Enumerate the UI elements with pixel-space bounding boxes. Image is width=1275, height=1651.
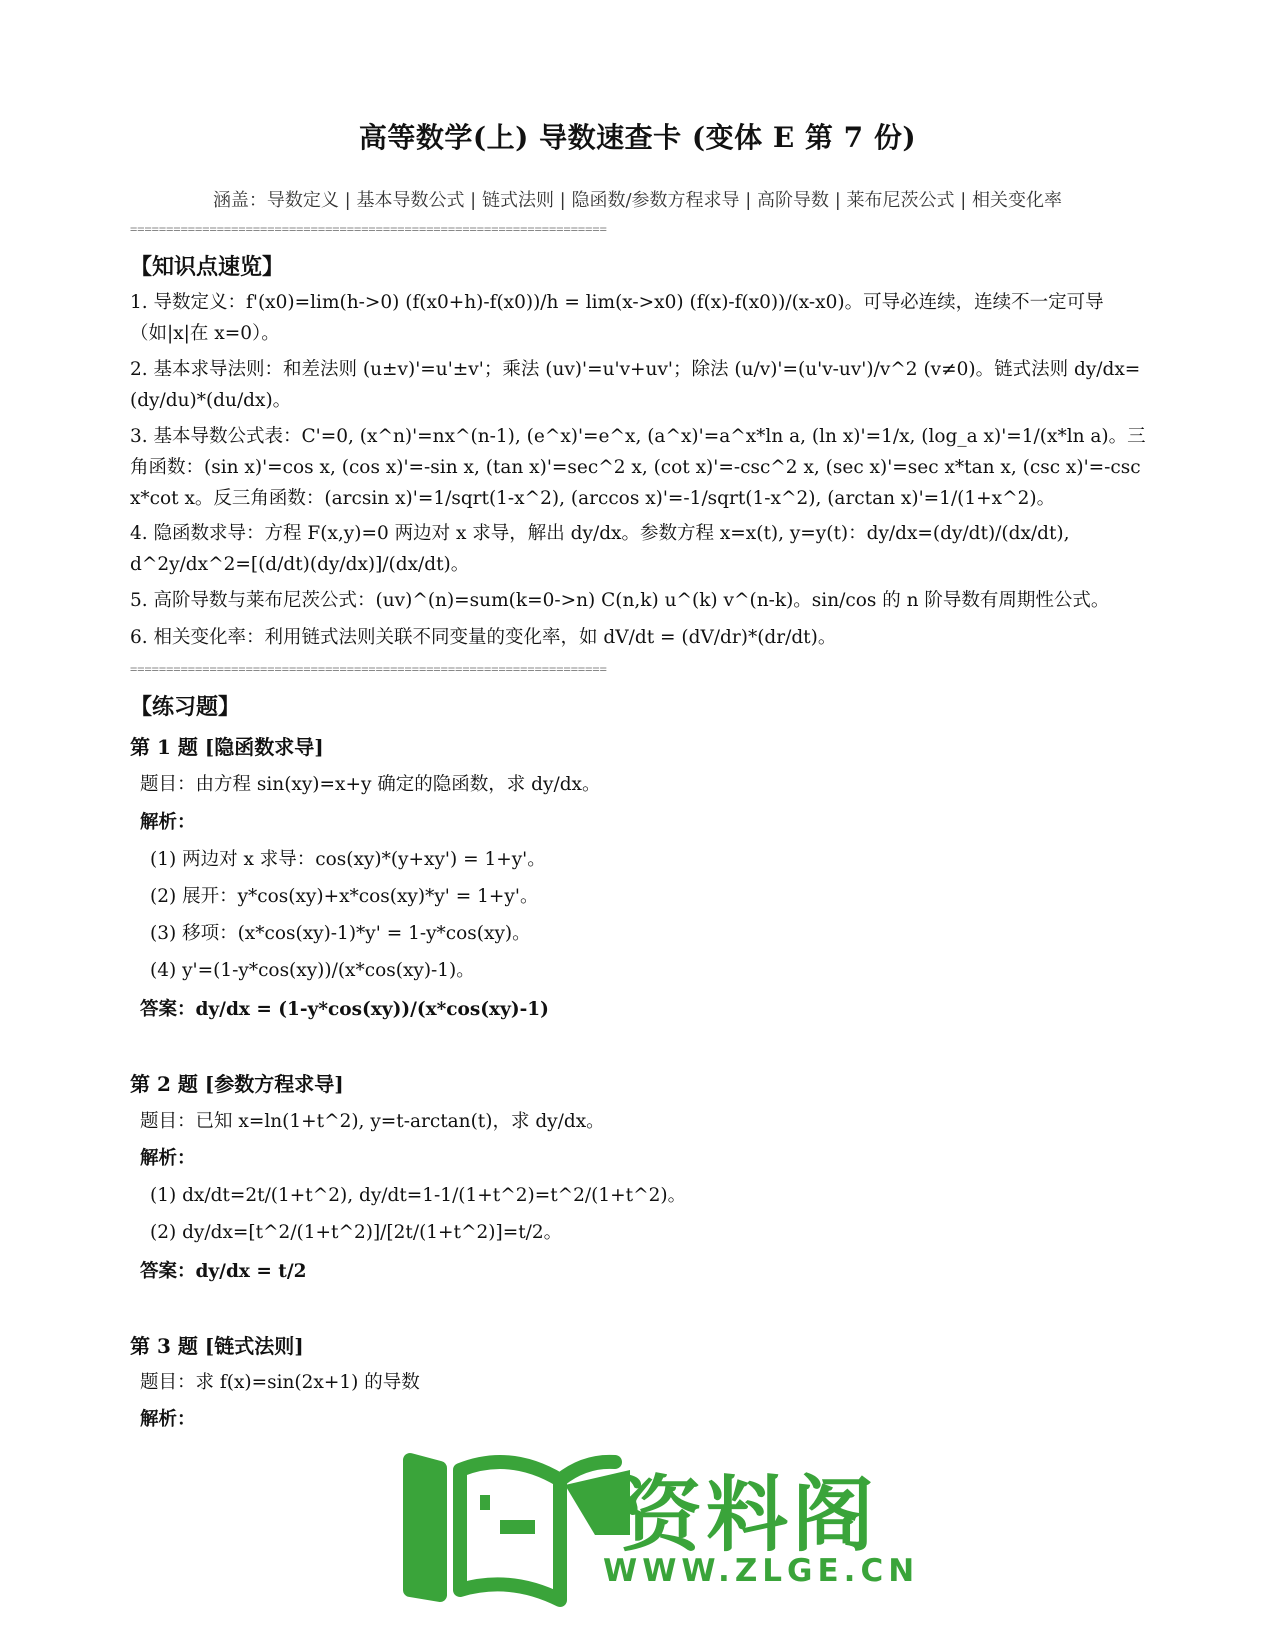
knowledge-item-1: 1. 导数定义：f'(x0)=lim(h->0) (f(x0+h)-f(x0))/h = lim(x->x0) (f(x)-f(x0))/(x-x0)。可导必连续，连续不一定可导（如|x|在 x=0）。 xyxy=(130,292,1104,344)
knowledge-heading: 【知识点速览】 xyxy=(130,254,285,280)
question-1-step-3: (3) 移项：(x*cos(xy)-1)*y' = 1-y*cos(xy)。 xyxy=(150,923,531,944)
knowledge-item-3: 3. 基本导数公式表：C'=0, (x^n)'=nx^(n-1), (e^x)'=e^x, (a^x)'=a^x*ln a, (ln x)'=1/x, (log_a x)'=1/(x*ln a)。三角函数：(sin x)'=cos x, (cos x)'=-sin x, (tan x)'=sec^2 x, (cot x)'=-csc^2 x, (sec x)'=sec x*tan x, (csc x)'=-csc x*cot x。反三角函数：(arcsin x)'=1/sqrt(1-x^2), (arccos x)'=-1/sqrt(1-x^2), (arctan x)'=1/(1+x^2)。 xyxy=(130,426,1146,509)
analysis-label: 解析： xyxy=(140,1148,196,1169)
question-1-step-2: (2) 展开：y*cos(xy)+x*cos(xy)*y' = 1+y'。 xyxy=(150,886,539,907)
watermark-brand: 资料阁 xyxy=(620,1468,879,1563)
question-1-text: 题目：由方程 sin(xy)=x+y 确定的隐函数，求 dy/dx。 xyxy=(140,774,601,795)
page-subtitle: 涵盖：导数定义 | 基本导数公式 | 链式法则 | 隐函数/参数方程求导 | 高阶导数 | 莱布尼茨公式 | 相关变化率 xyxy=(212,190,1063,211)
question-2-step-1: (1) dx/dt=2t/(1+t^2), dy/dt=1-1/(1+t^2)=t^2/(1+t^2)。 xyxy=(150,1185,687,1206)
question-2-title: 第 2 题 [参数方程求导] xyxy=(130,1072,344,1096)
question-1-title: 第 1 题 [隐函数求导] xyxy=(130,735,324,759)
separator-line: ================================================================== xyxy=(130,222,607,236)
page-title: 高等数学(上) 导数速查卡 (变体 E 第 7 份) xyxy=(358,121,917,154)
question-2-answer: 答案：dy/dx = t/2 xyxy=(140,1261,307,1282)
knowledge-item-5: 5. 高阶导数与莱布尼茨公式：(uv)^(n)=sum(k=0->n) C(n,k) u^(k) v^(n-k)。sin/cos 的 n 阶导数有周期性公式。 xyxy=(130,590,1110,611)
question-1-answer: 答案：dy/dx = (1-y*cos(xy))/(x*cos(xy)-1) xyxy=(140,999,549,1020)
question-1-step-4: (4) y'=(1-y*cos(xy))/(x*cos(xy)-1)。 xyxy=(150,960,475,981)
analysis-label: 解析： xyxy=(140,1409,196,1430)
question-1-step-1: (1) 两边对 x 求导：cos(xy)*(y+xy') = 1+y'。 xyxy=(150,849,546,870)
exercises-heading: 【练习题】 xyxy=(130,694,241,720)
knowledge-item-4: 4. 隐函数求导：方程 F(x,y)=0 两边对 x 求导，解出 dy/dx。参数方程 x=x(t), y=y(t)：dy/dx=(dy/dt)/(dx/dt), d^2y/dx^2=[(d/dt)(dy/dx)]/(dx/dt)。 xyxy=(130,523,1070,575)
question-3-text: 题目：求 f(x)=sin(2x+1) 的导数 xyxy=(140,1372,420,1393)
separator-line: ================================================================== xyxy=(130,662,607,676)
question-3-title: 第 3 题 [链式法则] xyxy=(130,1334,304,1358)
watermark-url: WWW.ZLGE.CN xyxy=(603,1553,920,1589)
question-2-step-2: (2) dy/dx=[t^2/(1+t^2)]/[2t/(1+t^2)]=t/2。 xyxy=(150,1222,563,1243)
knowledge-item-2: 2. 基本求导法则：和差法则 (u±v)'=u'±v'；乘法 (uv)'=u'v+uv'；除法 (u/v)'=(u'v-uv')/v^2 (v≠0)。链式法则 dy/dx=(dy/du)*(du/dx)。 xyxy=(130,359,1141,411)
question-2-text: 题目：已知 x=ln(1+t^2), y=t-arctan(t)，求 dy/dx。 xyxy=(140,1111,605,1132)
knowledge-item-6: 6. 相关变化率：利用链式法则关联不同变量的变化率，如 dV/dt = (dV/dr)*(dr/dt)。 xyxy=(130,627,837,648)
analysis-label: 解析： xyxy=(140,812,196,833)
